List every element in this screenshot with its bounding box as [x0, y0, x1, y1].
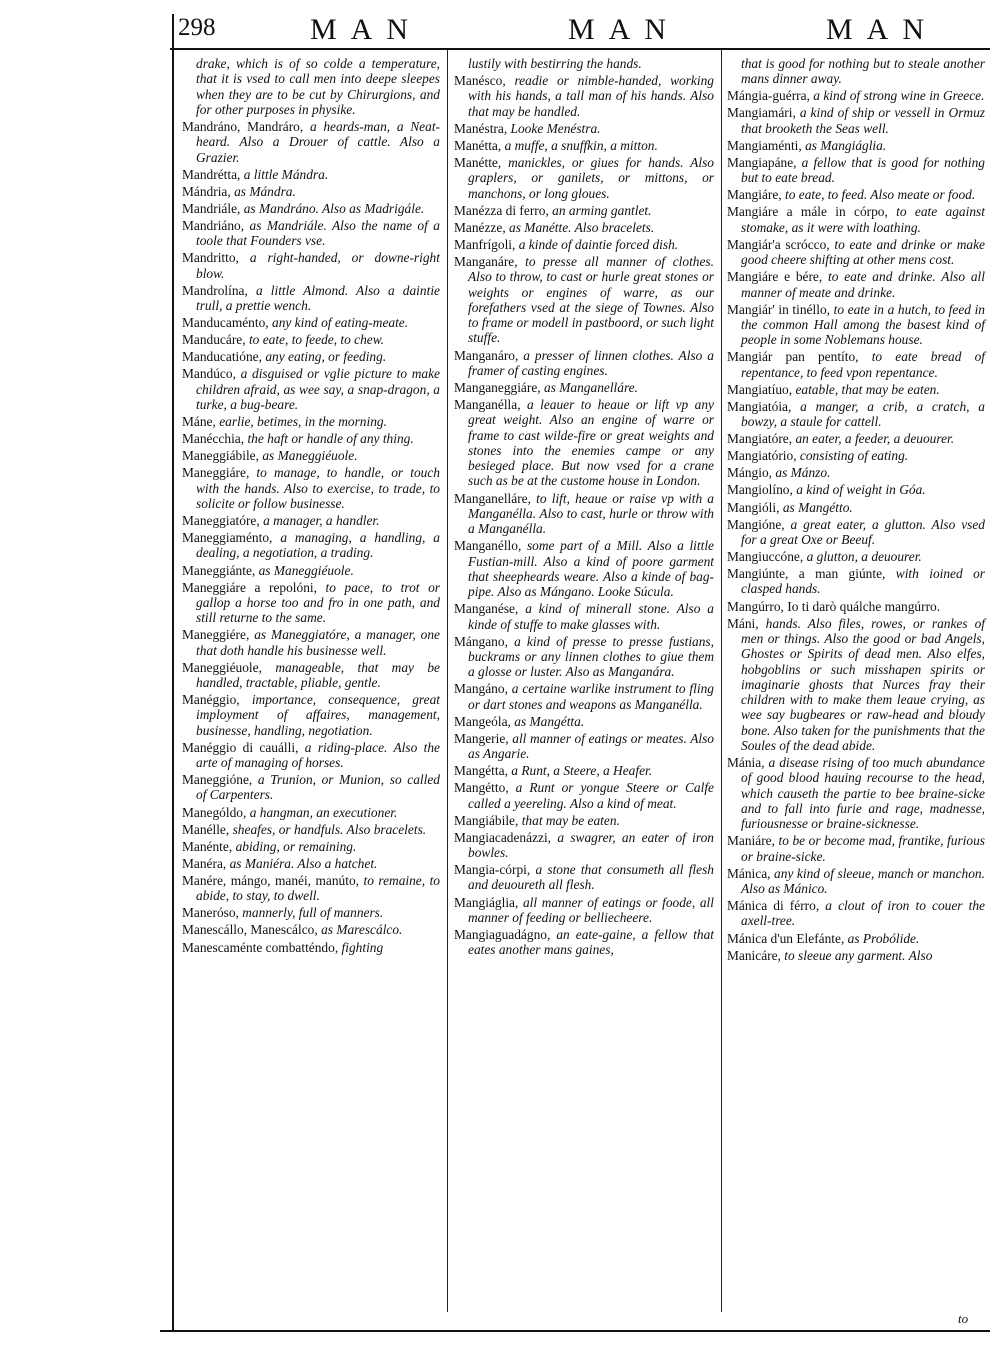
entry-definition: as Maniéra. Also a hatchet.	[229, 855, 378, 871]
entry-definition: to eate and drinke. Also all manner of meate and drinke.	[741, 269, 985, 300]
entry-headword: Manganése,	[454, 601, 519, 617]
entry-headword: Manególdo,	[182, 804, 247, 820]
entry-headword: Maneggiaménto,	[182, 530, 273, 546]
entry-headword: Mánica di férro,	[727, 898, 820, 914]
dictionary-entry	[182, 349, 440, 364]
dictionary-entry	[182, 856, 440, 871]
entry-headword: Manganéllo,	[454, 538, 522, 554]
column-3	[727, 56, 985, 965]
entry-headword: Mánica d'un Elefánte,	[727, 930, 845, 946]
entry-definition: to eate, to feede, to chew.	[248, 332, 385, 348]
catchword: to	[958, 1311, 969, 1326]
dictionary-entry	[182, 465, 440, 511]
dictionary-entry	[454, 538, 714, 599]
dictionary-entry	[182, 905, 440, 920]
entry-definition: a hangman, an executioner.	[249, 804, 398, 820]
dictionary-entry	[454, 380, 714, 395]
entry-headword: Maneróso,	[182, 905, 239, 921]
entry-definition: a leauer to heaue or lift vp any great weight. Also an engine of warre or frame to cast wilde-fire or great weights and stones into the enemies campe or any besieged place. But now vsed for a crane such as be at the custome house in London.	[468, 397, 714, 489]
entry-headword: Manére, mángo, manéi, manúto,	[182, 872, 360, 888]
column-1	[182, 56, 440, 957]
running-head-right: MAN	[826, 13, 939, 46]
entry-headword: Manescaménte combatténdo,	[182, 939, 339, 955]
entry-headword: Mangiatíuo,	[727, 381, 793, 397]
dictionary-entry	[454, 780, 714, 811]
entry-definition: fighting	[341, 939, 384, 955]
entry-headword: Manézze,	[454, 219, 506, 235]
entry-headword: Maneggiére,	[182, 627, 250, 643]
entry-headword: Mangióli,	[727, 499, 780, 515]
entry-definition: a Runt, a Steere, a Heafer.	[511, 763, 653, 779]
entry-headword: Manganáre,	[454, 253, 518, 269]
entry-definition: earlie, betimes, in the morning.	[219, 414, 387, 430]
entry-headword: Mandrétta,	[182, 166, 241, 182]
entry-definition: as Mandriále. Also the name of a toole that Founders vse.	[196, 217, 440, 249]
entry-headword: Mandrolína,	[182, 282, 248, 298]
dictionary-entry	[182, 563, 440, 578]
entry-definition: eatable, that may be eaten.	[795, 381, 940, 397]
entry-definition: to eate bread of repentance, to feed vpon repentance.	[741, 349, 985, 380]
entry-definition: hands. Also files, rowes, or rankes of men or things. Also the good or bad Angels, Ghostes or Spirits of dead men. Also elfes, hobgoblins or such misshapen spirits or imaginarie ghosts that Nurces fray their children with to make them leaue crying, as wee say bugbeares or raw-head and bloudy bone. Also taken for the punishments that the Soules of the dead abide.	[741, 615, 985, 753]
entry-headword: Manganelláre,	[454, 490, 531, 506]
entry-definition: a kind of presse to presse fustians, buckrams or any linnen clothes to giue them a glosse or luster. Also as Manganára.	[468, 633, 714, 680]
entry-definition: all manner of eatings or foode, all manner of feeding or belliecheere.	[468, 894, 714, 925]
entry-definition: a kind of strong wine in Greece.	[813, 88, 985, 104]
entry-headword: Manducáre,	[182, 332, 246, 348]
dictionary-entry	[182, 822, 440, 837]
dictionary-entry	[727, 105, 985, 136]
dictionary-entry	[727, 269, 985, 300]
running-head-center: MAN	[568, 13, 681, 46]
entry-headword: Maneggiatóre,	[182, 513, 260, 529]
entry-headword: Mángia-guérra,	[727, 88, 810, 104]
entry-headword: Mangiuccóne,	[727, 549, 804, 565]
dictionary-entry	[182, 283, 440, 314]
entry-headword: Mangiáre,	[727, 187, 782, 203]
entry-headword: Mandráno, Mandráro,	[182, 118, 304, 134]
dictionary-entry	[454, 681, 714, 712]
dictionary-entry	[182, 805, 440, 820]
entry-headword: Mangiár' in tinéllo,	[727, 301, 830, 317]
entry-definition: an eater, a feeder, a deuourer.	[795, 431, 955, 447]
dictionary-entry	[727, 755, 985, 831]
dictionary-entry	[454, 927, 714, 958]
entry-definition: with ioined or clasped hands.	[741, 566, 985, 597]
dictionary-entry	[454, 155, 714, 201]
column-divider-1	[447, 50, 448, 1312]
entry-definition: as Manétte. Also bracelets.	[509, 219, 655, 235]
dictionary-entry	[454, 138, 714, 153]
entry-definition: importance, consequence, great imployment of affaires, management, businesse, handling, negotiation.	[196, 692, 440, 738]
dictionary-entry	[727, 448, 985, 463]
entry-definition: as Mangétto.	[782, 499, 853, 515]
entry-definition: a Trunion, or Munion, so called of Carpenters.	[196, 772, 440, 803]
entry-definition: to presse all manner of clothes. Also to throw, to cast or hurle great stones or weights or engines of warre, as our forefathers vsed at the siege of Townes. Also to frame or modell in pastboord, or such light stuffe.	[468, 253, 714, 346]
entry-definition: to pace, to trot or gallop a horse too and fro in one path, and still returne to the same.	[196, 579, 440, 626]
dictionary-entry	[727, 465, 985, 480]
dictionary-entry	[454, 254, 714, 346]
entry-headword: Mangiamári,	[727, 105, 796, 121]
entry-definition: to eate against stomake, as it were with loathing.	[741, 204, 985, 235]
dictionary-entry	[182, 119, 440, 165]
dictionary-entry	[454, 763, 714, 778]
entry-headword: Mangiatóia,	[727, 398, 792, 414]
entry-definition: manickles, or giues for hands. Also graplers, or ganilets, or mittons, or manchons, or long gloues.	[468, 154, 714, 201]
dictionary-entry	[182, 414, 440, 429]
dictionary-entry	[727, 833, 985, 864]
entry-definition: consisting of eating.	[799, 448, 909, 464]
entry-definition: readie or nimble-handed, working with his hands, a tall man of his hands. Also that may be handled.	[468, 73, 714, 119]
entry-definition: a manger, a crib, a cratch, a bowzy, a staule for cattell.	[741, 398, 985, 430]
entry-definition: a heards-man, a Neat-heard. Also a Drouer of cattle. Also a Grazier.	[196, 118, 440, 165]
entry-definition: as Maneggiéuole.	[262, 448, 358, 464]
dictionary-entry	[182, 218, 440, 249]
dictionary-entry	[454, 634, 714, 680]
dictionary-entry	[727, 204, 985, 235]
entry-definition: any kind of sleeue, manch or manchon. Also as Mánico.	[741, 865, 985, 897]
dictionary-entry	[182, 513, 440, 528]
entry-definition: a fellow that is good for nothing but to eate bread.	[741, 154, 985, 186]
entry-headword: Manescállo, Manescálco,	[182, 922, 318, 938]
entry-headword: Mangia-córpi,	[454, 862, 531, 878]
dictionary-entry	[182, 56, 440, 117]
dictionary-entry	[454, 121, 714, 136]
entry-headword: Manélle,	[182, 821, 230, 837]
entry-definition: Looke Menéstra.	[510, 120, 601, 136]
column-divider-2	[721, 50, 722, 1312]
entry-definition: as Mandráno. Also as Madrigále.	[243, 200, 425, 216]
dictionary-entry	[454, 895, 714, 926]
entry-definition: to sleeue any garment. Also	[784, 947, 933, 963]
entry-definition: a right-handed, or downe-right blow.	[196, 250, 440, 281]
entry-definition: as Mangétta.	[514, 713, 585, 729]
entry-headword: Maniáre,	[727, 833, 775, 849]
dictionary-entry	[182, 530, 440, 561]
entry-definition: an arming gantlet.	[552, 202, 652, 218]
entry-definition: lustily with bestirring the hands.	[468, 56, 642, 71]
dictionary-entry	[727, 88, 985, 103]
dictionary-entry	[727, 566, 985, 597]
dictionary-entry	[727, 898, 985, 929]
entry-definition: a glutton, a deuourer.	[806, 549, 922, 565]
entry-definition: any kind of eating-meate.	[272, 315, 409, 331]
entry-headword: Mangiaguadágno,	[454, 926, 551, 942]
entry-headword: Mangióne,	[727, 516, 785, 532]
dictionary-entry	[182, 431, 440, 446]
entry-headword: Manéggio di cauálli,	[182, 739, 299, 755]
dictionary-entry	[182, 332, 440, 347]
entry-headword: Manétta,	[454, 137, 502, 153]
entry-definition: an eate-gaine, a fellow that eates another mans gaines,	[468, 926, 714, 958]
dictionary-entry	[727, 155, 985, 186]
page-header	[170, 8, 990, 48]
entry-headword: Mángano,	[454, 633, 508, 649]
entry-definition: a little Almond. Also a daintie trull, a prettie wench.	[196, 282, 440, 314]
dictionary-entry	[454, 56, 714, 71]
dictionary-entry	[454, 714, 714, 729]
entry-headword: Máni,	[727, 615, 759, 631]
entry-definition: a clout of iron to couer the axell-tree.	[741, 898, 985, 929]
dictionary-entry	[182, 167, 440, 182]
entry-headword: Manécchia,	[182, 431, 245, 447]
entry-definition: all manner of eatings or meates. Also as Angarie.	[468, 730, 714, 762]
entry-headword: Mánica,	[727, 865, 771, 881]
entry-definition: a disease rising of too much abundance of good blood hauing recourse to the head, which causeth the partie to bee braine-sicke and to fall into furie and rage, madnesse, furiousnesse or braine-sicknesse.	[741, 755, 985, 832]
dictionary-entry	[182, 772, 440, 803]
entry-definition: manageable, that may be handled, tractable, pliable, gentle.	[196, 659, 440, 691]
entry-definition: drake, which is of so colde a temperature, that it is vsed to call men into deepe sleepes when they are to be cut by Chirurgions, and for other purposes in physike.	[196, 56, 440, 117]
dictionary-entry	[454, 203, 714, 218]
entry-definition: as Mándra.	[234, 183, 296, 199]
dictionary-entry	[182, 580, 440, 626]
page-number: 298	[178, 14, 216, 41]
entry-definition: to eate, to feed. Also meate or food.	[785, 187, 976, 203]
entry-headword: Manducaménto,	[182, 315, 269, 331]
entry-definition: to lift, heaue or raise vp with a Manganélla. Also to cast, hurle or throw with a Manganélla.	[468, 490, 714, 537]
entry-headword: Mangiaménti,	[727, 137, 802, 153]
entry-definition: mannerly, full of manners.	[242, 905, 384, 921]
dictionary-entry	[454, 491, 714, 537]
dictionary-entry	[182, 201, 440, 216]
entry-definition: to manage, to handle, or touch with the hands. Also to exercise, to trade, to solicite or follow businesse.	[196, 465, 440, 511]
dictionary-entry	[727, 517, 985, 548]
entry-definition: a kinde of daintie forced dish.	[518, 236, 679, 252]
entry-headword: Mangiár'a scrócco,	[727, 236, 830, 252]
entry-headword: Manéra,	[182, 855, 227, 871]
dictionary-entry	[454, 397, 714, 489]
entry-headword: Manéggio,	[182, 692, 240, 708]
entry-definition: to eate in a hutch, to feed in the common Hall among the basest kind of people in some Noblemans house.	[741, 301, 986, 348]
dictionary-entry	[727, 349, 985, 380]
entry-headword: Mandúco,	[182, 366, 236, 382]
entry-headword: Mandritto,	[182, 250, 239, 266]
entry-headword: Manézza di ferro,	[454, 202, 549, 218]
dictionary-entry	[182, 839, 440, 854]
dictionary-entry	[727, 549, 985, 564]
entry-definition: a muffe, a snuffkin, a mitton.	[504, 137, 658, 153]
entry-headword: Mangiáre e bére,	[727, 269, 823, 285]
entry-headword: Máne,	[182, 414, 216, 430]
dictionary-entry	[182, 448, 440, 463]
entry-definition: some part of a Mill. Also a little Fustian-mill. Also a kind of poore garment that sheepheards weare. Also a kinde of bag-pipe. Also as Mángano. Looke Súcula.	[468, 538, 714, 600]
entry-definition: any eating, or feeding.	[265, 349, 387, 365]
entry-headword: Mándria,	[182, 183, 231, 199]
header-rule	[170, 48, 990, 50]
entry-headword: Mangiacadenázzi,	[454, 829, 552, 845]
dictionary-entry	[182, 250, 440, 281]
entry-headword: Manétte,	[454, 154, 502, 170]
entry-headword: Manénte,	[182, 838, 233, 854]
entry-headword: Mangiolíno,	[727, 482, 793, 498]
entry-headword: Mangiúnte, a man giúnte,	[727, 566, 886, 582]
entry-headword: Manganeggiáre,	[454, 379, 541, 395]
dictionary-entry	[182, 740, 440, 771]
entry-definition: as Maneggiatóre, a manager, one that doth handle his businesse well.	[196, 627, 440, 658]
entry-headword: Manicáre,	[727, 947, 781, 963]
entry-definition: the haft or handle of any thing.	[247, 431, 414, 447]
entry-definition: as Marescálco.	[321, 922, 403, 938]
entry-definition: a stone that consumeth all flesh and deuoureth all flesh.	[468, 862, 714, 893]
entry-headword: Maneggiéuole,	[182, 659, 262, 675]
entry-definition: a kind of ship or vessell in Ormuz that brooketh the Seas well.	[741, 105, 985, 136]
entry-headword: Mangiatóre,	[727, 431, 793, 447]
dictionary-entry	[727, 500, 985, 515]
entry-headword: Mangiár pan pentíto,	[727, 349, 859, 365]
dictionary-entry	[727, 482, 985, 497]
entry-headword: Manfrígoli,	[454, 236, 516, 252]
entry-headword: Mangerie,	[454, 730, 509, 746]
dictionary-entry	[727, 866, 985, 897]
entry-headword: Mánia,	[727, 755, 765, 771]
dictionary-entry	[454, 220, 714, 235]
bottom-rule	[160, 1330, 990, 1332]
entry-definition: to remaine, to abide, to stay, to dwell.	[196, 872, 440, 904]
dictionary-entry	[454, 862, 714, 893]
entry-definition: as Manganelláre.	[544, 379, 638, 395]
entry-headword: Mangáno,	[454, 681, 508, 697]
entry-headword: Mangiáglia,	[454, 894, 519, 910]
dictionary-entry	[182, 366, 440, 412]
dictionary-entry	[454, 73, 714, 119]
entry-definition: a manager, a handler.	[263, 513, 380, 529]
entry-headword: Mandriáno,	[182, 217, 245, 233]
dictionary-entry	[182, 922, 440, 937]
running-head-left: MAN	[310, 13, 423, 46]
entry-headword: Mangúrro, Io ti darò quálche mangúrro.	[727, 598, 941, 614]
dictionary-entry	[454, 830, 714, 861]
entry-definition: that is good for nothing but to steale another mans dinner away.	[741, 56, 985, 87]
dictionary-entry	[727, 56, 985, 87]
entry-definition: that may be eaten.	[521, 812, 620, 828]
entry-headword: Mangeóla,	[454, 713, 511, 729]
entry-headword: Mangiábile,	[454, 812, 519, 828]
entry-definition: as Mánzo.	[775, 465, 831, 481]
dictionary-entry	[182, 692, 440, 738]
column-2	[454, 56, 714, 959]
dictionary-entry	[182, 184, 440, 199]
dictionary-entry	[182, 873, 440, 904]
entry-definition: a Runt or yongue Steere or Calfe called a yeereling. Also a kind of meat.	[468, 780, 714, 811]
entry-headword: Maneggióne,	[182, 772, 253, 788]
entry-definition: a disguised or vglie picture to make children afraid, as wee say, a snap-dragon, a turke, a bug-beare.	[196, 366, 440, 412]
dictionary-entry	[727, 187, 985, 202]
entry-headword: Mandriále,	[182, 200, 241, 216]
dictionary-entry	[727, 399, 985, 430]
entry-headword: Mangétta,	[454, 763, 508, 779]
entry-headword: Maneggiánte,	[182, 562, 256, 578]
entry-headword: Manganélla,	[454, 397, 521, 412]
dictionary-entry	[182, 660, 440, 691]
entry-headword: Mangiatório,	[727, 448, 797, 464]
dictionary-entry	[454, 348, 714, 379]
dictionary-entry	[182, 627, 440, 658]
dictionary-entry	[727, 931, 985, 946]
entry-headword: Mangétto,	[454, 780, 509, 796]
dictionary-entry	[727, 382, 985, 397]
dictionary-entry	[727, 948, 985, 963]
entry-definition: a kind of minerall stone. Also a kinde of stuffe to make glasses with.	[468, 601, 714, 632]
entry-headword: Mangiapáne,	[727, 154, 797, 170]
dictionary-entry	[182, 315, 440, 330]
entry-definition: a little Mándra.	[243, 166, 329, 182]
dictionary-entry	[727, 237, 985, 268]
entry-headword: Maneggiáre,	[182, 465, 250, 481]
dictionary-entry	[727, 138, 985, 153]
entry-definition: a kind of weight in Góa.	[796, 482, 926, 498]
entry-definition: a riding-place. Also the arte of managing of horses.	[196, 739, 440, 771]
entry-definition: a managing, a handling, a dealing, a negotiation, a trading.	[196, 530, 440, 561]
dictionary-entry	[454, 237, 714, 252]
entry-definition: abiding, or remaining.	[235, 838, 357, 854]
dictionary-entry	[727, 431, 985, 446]
dictionary-entry	[727, 599, 985, 614]
left-margin-rule	[172, 14, 174, 1332]
entry-definition: to be or become mad, frantike, furious or braine-sicke.	[741, 833, 985, 864]
entry-definition: a presser of linnen clothes. Also a framer of casting engines.	[468, 347, 714, 378]
dictionary-entry	[727, 616, 985, 754]
entry-definition: a great eater, a glutton. Also vsed for a great Oxe or Beeuf.	[741, 516, 985, 547]
dictionary-entry	[454, 601, 714, 632]
dictionary-entry	[454, 731, 714, 762]
entry-headword: Manducatióne,	[182, 349, 262, 365]
entry-headword: Manésco,	[454, 73, 506, 89]
entry-headword: Mángio,	[727, 465, 773, 481]
entry-headword: Manganáro,	[454, 347, 519, 363]
dictionary-entry	[727, 302, 985, 348]
entry-definition: a certaine warlike instrument to fling or dart stones and weapons as Manganélla.	[468, 681, 714, 712]
entry-headword: Mangiáre a mále in córpo,	[727, 204, 888, 220]
entry-definition: as Maneggiéuole.	[258, 562, 354, 578]
entry-definition: as Mangiáglia.	[805, 137, 887, 153]
entry-headword: Manéstra,	[454, 120, 508, 136]
entry-definition: a swagrer, an eater of iron bowles.	[468, 829, 714, 861]
dictionary-entry	[454, 813, 714, 828]
dictionary-entry	[182, 940, 440, 955]
entry-headword: Maneggiáre a repolóni,	[182, 579, 317, 595]
entry-definition: as Probólide.	[847, 930, 920, 946]
entry-definition: sheafes, or handfuls. Also bracelets.	[232, 821, 427, 837]
entry-headword: Maneggiábile,	[182, 448, 259, 464]
entry-definition: to eate and drinke or make good cheere shifting at other mens cost.	[741, 236, 985, 268]
